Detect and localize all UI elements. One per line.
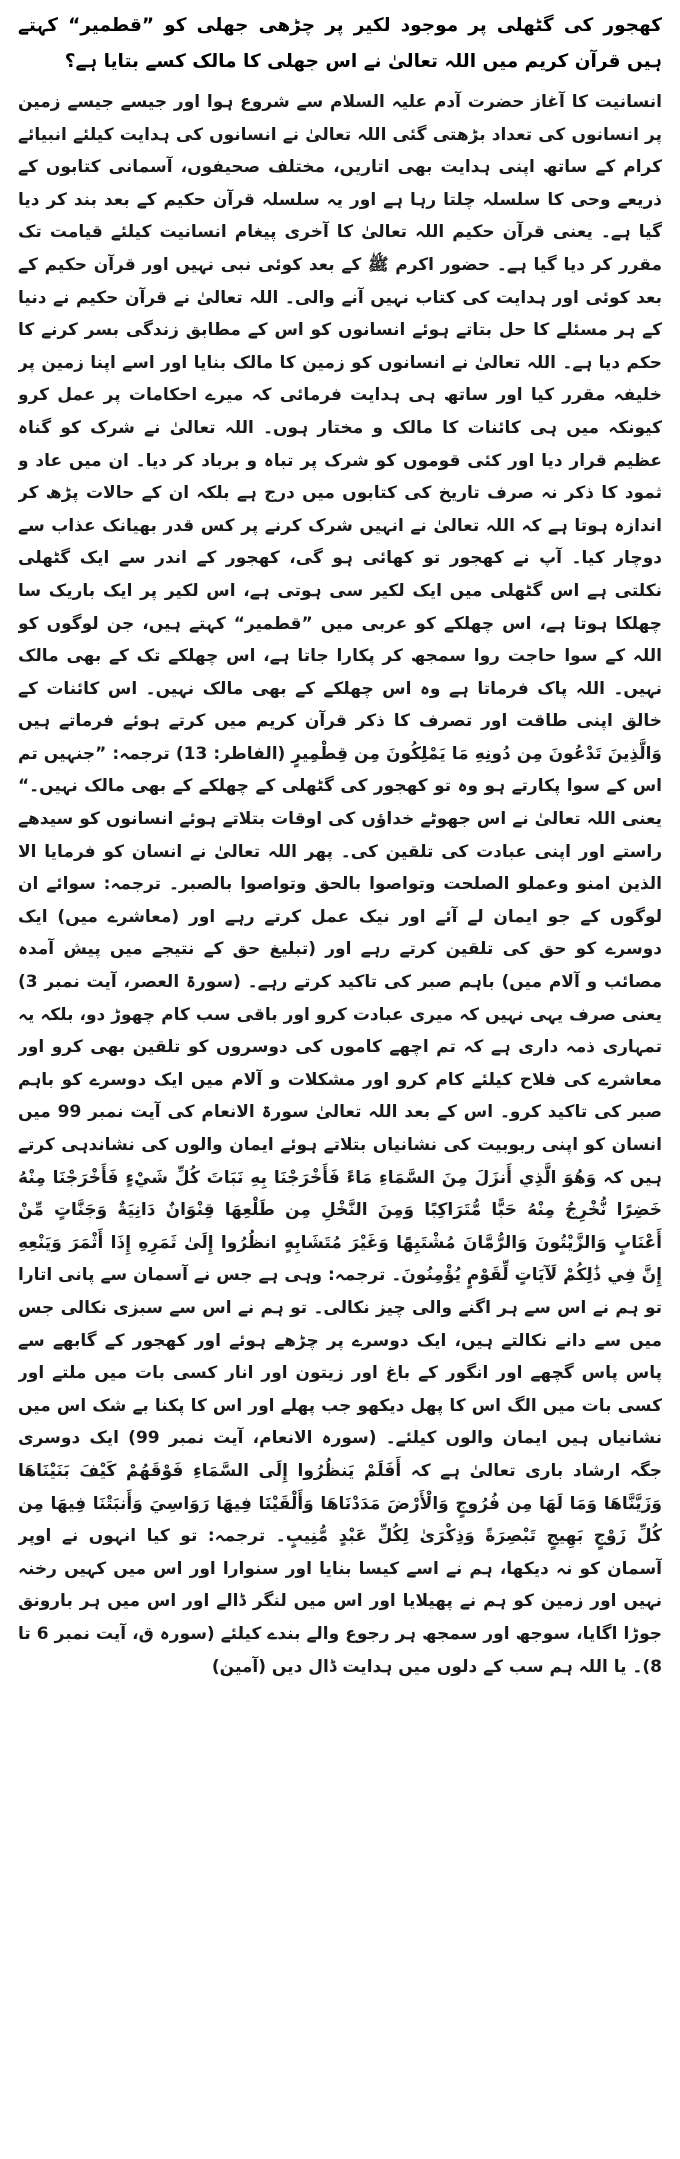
article-page [18, 8, 662, 2151]
article-body: انسانیت کا آغاز حضرت آدم علیہ السلام سے شروع ہوا اور جیسے جیسے زمین پر انسانوں کی تعداد بڑھتی گئی اللہ تعالیٰ نے انسانوں کی ہدایت کیلئے انبیائے کرام کے ساتھ اپنی ہدایت بھی اتاریں، مختلف صحیفوں، آسمانی کتابوں کے ذریعے وحی کا سلسلہ چلتا رہا ہے اور یہ سلسلہ قرآن حکیم کے بعد بند کر دیا گیا ہے۔ یعنی قرآن حکیم اللہ تعالیٰ کا آخری پیغام انسانیت کیلئے قیامت تک مقرر کر دیا گیا ہے۔ حضور اکرم ﷺ کے بعد کوئی نبی نہیں اور قرآن حکیم کے بعد کوئی اور ہدایت کی کتاب نہیں آنے والی۔ اللہ تعالیٰ نے قرآن حکیم نے دنیا کے ہر مسئلے کا حل بتاتے ہوئے انسانوں کو اس کے مطابق زندگی بسر کرنے کا حکم دیا ہے۔ اللہ تعالیٰ نے انسانوں کو زمین کا مالک بنایا اور اسے اپنا زمین پر خلیفہ مقرر کیا اور ساتھ ہی ہدایت فرمائی کہ میرے احکامات پر عمل کرو کیونکہ میں ہی کائنات کا مالک و مختار ہوں۔ اللہ تعالیٰ نے شرک کو گناہ عظیم قرار دیا اور کئی قوموں کو شرک پر تباہ و برباد کر دیا۔ ان میں عاد و ثمود کا ذکر نہ صرف تاریخ کی کتابوں میں درج ہے بلکہ ان کے حالات پڑھ کر اندازہ ہوتا ہے کہ اللہ تعالیٰ نے انہیں شرک کرنے پر کس قدر بھیانک عذاب سے دوچار کیا۔ آپ نے کھجور تو کھائی ہو گی، کھجور کے اندر سے ایک گٹھلی نکلتی ہے اس گٹھلی میں ایک لکیر سی ہوتی ہے، اس لکیر پر ایک باریک سا چھلکا ہوتا ہے، اس چھلکے کو عربی میں ”قطمیر“ کہتے ہیں، جن لوگوں کو اللہ کے سوا حاجت روا سمجھ کر پکارا جاتا ہے، اس چھلکے تک کے بھی مالک نہیں۔ اللہ پاک فرماتا ہے وہ اس چھلکے کے بھی مالک نہیں۔ اس کائنات کے خالق اپنی طاقت اور تصرف کا ذکر قرآن کریم میں کرتے ہوئے فرماتے ہیں وَالَّذِينَ تَدْعُونَ مِن دُونِهِ مَا يَمْلِكُونَ مِن قِطْمِيرٍ (الفاطر: 13) ترجمہ: ”جنہیں تم اس کے سوا پکارتے ہو وہ تو کھجور کی گٹھلی کے چھلکے کے بھی مالک نہیں۔“ یعنی اللہ تعالیٰ نے اس جھوٹے خداؤں کی اوقات بتلاتے ہوئے انسانوں کو سیدھے راستے اور اپنی عبادت کی تلقین کی۔ پھر اللہ تعالیٰ نے انسان کو فرمایا الا الذین امنو وعملو الصلحت وتواصوا بالحق وتواصوا بالصبر۔ ترجمہ: سوائے ان لوگوں کے جو ایمان لے آئے اور نیک عمل کرتے رہے اور (معاشرے میں) ایک دوسرے کو حق کی تلقین کرتے رہے اور (تبلیغ حق کے نتیجے میں پیش آمدہ مصائب و آلام میں) باہم صبر کی تاکید کرتے رہے۔ (سورۃ العصر، آیت نمبر 3) یعنی صرف یہی نہیں کہ میری عبادت کرو اور باقی سب کام چھوڑ دو، بلکہ یہ تمہاری ذمہ داری ہے کہ تم اچھے کاموں کی دوسروں کو تلقین بھی کرو اور معاشرے کی فلاح کیلئے کام کرو اور مشکلات و آلام میں ایک دوسرے کو باہم صبر کی تاکید کرو۔ اس کے بعد اللہ تعالیٰ سورۃ الانعام کی آیت نمبر 99 میں انسان کو اپنی ربوبیت کی نشانیاں بتلاتے ہوئے ایمان والوں کی نشاندہی کرتے ہیں کہ وَهُوَ الَّذِي أَنزَلَ مِنَ السَّمَاءِ مَاءً فَأَخْرَجْنَا بِهِ نَبَاتَ كُلِّ شَيْءٍ فَأَخْرَجْنَا مِنْهُ خَضِرًا نُّخْرِجُ مِنْهُ حَبًّا مُّتَرَاكِبًا وَمِنَ النَّخْلِ مِن طَلْعِهَا قِنْوَانٌ دَانِيَةٌ وَجَنَّاتٍ مِّنْ أَعْنَابٍ وَالزَّيْتُونَ وَالرُّمَّانَ مُشْتَبِهًا وَغَيْرَ مُتَشَابِهٍ انظُرُوا إِلَىٰ ثَمَرِهِ إِذَا أَثْمَرَ وَيَنْعِهِ إِنَّ فِي ذَٰلِكُمْ لَآيَاتٍ لِّقَوْمٍ يُؤْمِنُونَ۔ ترجمہ: وہی ہے جس نے آسمان سے پانی اتارا تو ہم نے اس سے ہر اگنے والی چیز نکالی۔ تو ہم نے اس سے سبزی نکالی جس میں سے دانے نکالتے ہیں، ایک دوسرے پر چڑھے ہوئے اور کھجور کے گابھے سے پاس پاس گچھے اور انگور کے باغ اور زیتون اور انار کسی بات میں ملتے اور کسی بات میں الگ اس کا پھل دیکھو جب پھلے اور اس کا پکنا بے شک اس میں نشانیاں ہیں ایمان والوں کیلئے۔ (سورہ الانعام، آیت نمبر 99) ایک دوسری جگہ ارشاد باری تعالیٰ ہے کہ أَفَلَمْ يَنظُرُوا إِلَى السَّمَاءِ فَوْقَهُمْ كَيْفَ بَنَيْنَاهَا وَزَيَّنَّاهَا وَمَا لَهَا مِن فُرُوجٍ وَالْأَرْضَ مَدَدْنَاهَا وَأَلْقَيْنَا فِيهَا رَوَاسِيَ وَأَنبَتْنَا فِيهَا مِن كُلِّ زَوْجٍ بَهِيجٍ تَبْصِرَةً وَذِكْرَىٰ لِكُلِّ عَبْدٍ مُّنِيبٍ۔ ترجمہ: تو کیا انہوں نے اوپر آسمان کو نہ دیکھا، ہم نے اسے کیسا بنایا اور سنوارا اور اس میں کہیں رخنہ نہیں اور زمین کو ہم نے پھیلایا اور اس میں لنگر ڈالے اور اس میں ہر بارونق جوڑا اگایا، سوجھ اور سمجھ ہر رجوع والے بندے کیلئے (سورہ ق، آیت نمبر 6 تا 8)۔ یا اللہ ہم سب کے دلوں میں ہدایت ڈال دیں (آمین) [18, 92, 662, 1677]
article-question: کھجور کی گٹھلی پر موجود لکیر پر چڑھی جھلی کو ”قطمیر“ کہتے ہیں قرآن کریم میں اللہ تعالیٰ نے اس جھلی کا مالک کسے بتایا ہے؟ [18, 15, 662, 72]
